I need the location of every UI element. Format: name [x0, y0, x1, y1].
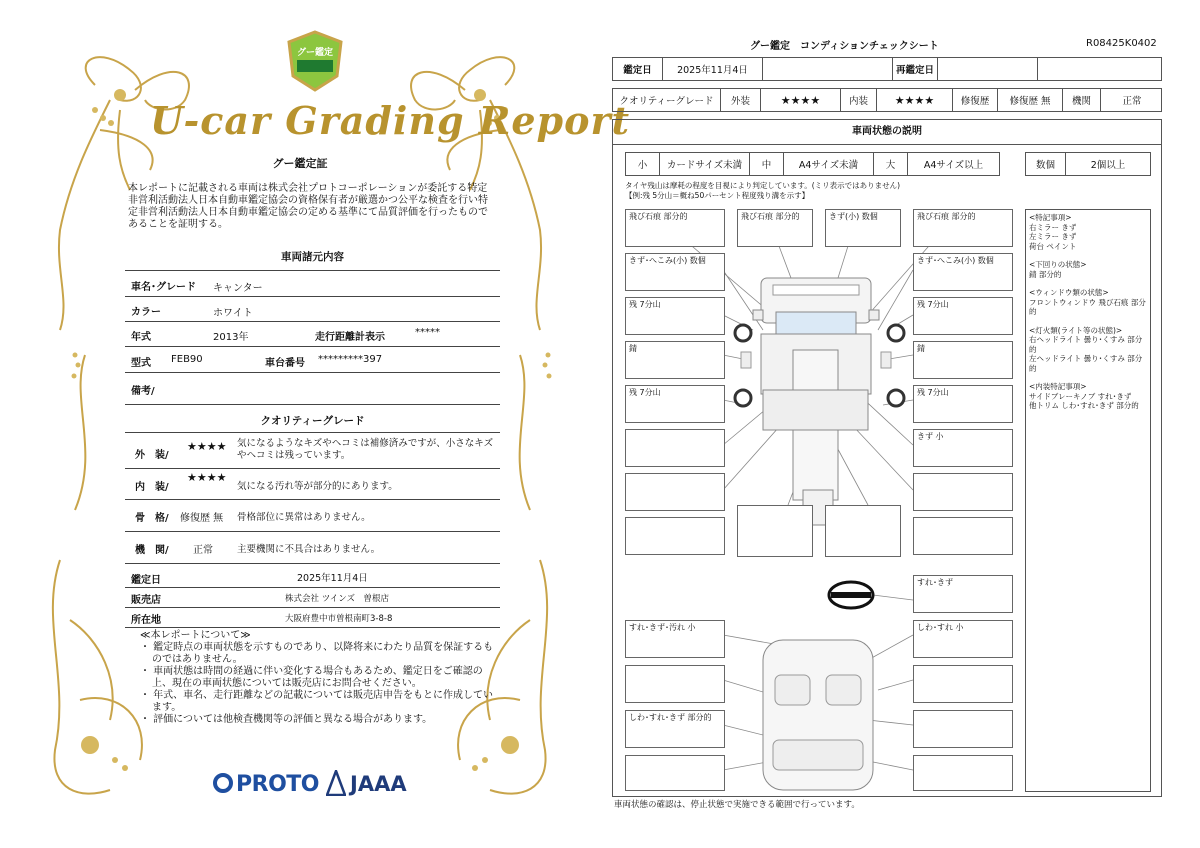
quality-text: 骨格部位に異常はありません。 — [237, 512, 371, 523]
note-line: 右ヘッドライト 曇り･くすみ 部分的 — [1029, 335, 1143, 354]
comment-box-empty — [625, 473, 725, 511]
engine-value: 正常 — [1122, 96, 1142, 107]
comment-box: 残 7分山 — [913, 385, 1013, 423]
divider — [125, 270, 500, 271]
spec-value: ***** — [415, 327, 440, 338]
quality-row-frame — [125, 500, 500, 532]
comment-box: しわ･すれ･きず 部分的 — [625, 710, 725, 748]
interior-label: 内装 — [841, 89, 877, 111]
comment-box-empty — [737, 505, 813, 557]
jaaa-logo: JAAA — [350, 772, 407, 796]
star-rating: ★★★★ — [187, 440, 227, 453]
certificate-intro: 本レポートに記載される車両は株式会社プロトコーポレーションが委託する特定非営利活動法人日本自動車鑑定協会の資格保有者が厳選かつ公平な検査を行い特定非営利活動法人日本自動車鑑定協会の定める基準にて品質評価を行ったものであることを証明する。 — [128, 183, 488, 230]
comment-box: すれ･きず — [913, 575, 1013, 613]
spec-row-name — [125, 272, 500, 297]
spec-label: 車名･グレード — [131, 282, 196, 293]
address-row — [125, 608, 500, 628]
note-heading: <内装特記事項> — [1029, 382, 1087, 391]
spec-label: 備考/ — [131, 386, 155, 397]
grade-label: クオリティーグレード — [613, 89, 721, 111]
sheet-title: グー鑑定 コンディションチェックシート — [750, 41, 939, 52]
comment-box: きず･へこみ(小) 数個 — [625, 253, 725, 291]
quality-value: 修復歴 無 — [180, 513, 224, 524]
note-heading: <灯火類(ライト等の状態)> — [1029, 325, 1123, 335]
quality-text: 主要機関に不具合はありません。 — [237, 544, 381, 555]
sheet-code: R08425K0402 — [1086, 38, 1157, 49]
comment-box: 残 7分山 — [625, 297, 725, 335]
note-heading: <ウィンドウ類の状態> — [1029, 288, 1109, 297]
note-heading: <特記事項> — [1029, 213, 1072, 222]
quality-row-exterior — [125, 434, 500, 469]
count-label: 数個 — [1026, 153, 1066, 175]
spec-value: 2013年 — [213, 332, 249, 343]
comment-box-empty — [913, 665, 1013, 703]
quality-label: 外 装/ — [135, 450, 169, 461]
spec-row-color — [125, 297, 500, 322]
note-heading: <下回りの状態> — [1029, 260, 1087, 269]
repair-value: 修復歴 無 — [998, 89, 1063, 111]
note-spacer — [1029, 317, 1147, 326]
report-notes — [140, 630, 500, 726]
comment-box: すれ･きず･汚れ 小 — [625, 620, 725, 658]
note-line: 左ミラー きず — [1029, 232, 1077, 241]
comment-box: きず 小 — [913, 429, 1013, 467]
note-spacer — [1029, 251, 1147, 260]
count-legend — [1025, 152, 1151, 176]
comment-box: 残 7分山 — [625, 385, 725, 423]
tire-note: タイヤ残山は摩耗の程度を目視により判定しています。(ミリ表示ではありません) — [625, 181, 901, 190]
size-medium: 中 — [750, 153, 784, 175]
redate-label: 再鑑定日 — [893, 58, 938, 80]
comment-box-empty — [913, 517, 1013, 555]
note-spacer — [1029, 279, 1147, 288]
spec-row-remarks — [125, 373, 500, 405]
script-title: U-car Grading Report — [150, 98, 631, 143]
size-large: 大 — [874, 153, 908, 175]
comment-box-empty — [625, 755, 725, 791]
spec-value: ホワイト — [213, 308, 253, 319]
comment-box: しわ･すれ 小 — [913, 620, 1013, 658]
comment-box: 飛び石痕 部分的 — [737, 209, 813, 247]
address-value: 大阪府豊中市曽根南町3-8-8 — [285, 614, 393, 624]
spec-label: 走行距離計表示 — [315, 332, 385, 343]
special-notes — [1025, 209, 1151, 792]
comment-box: きず(小) 数個 — [825, 209, 901, 247]
note-line: フロントウィンドウ 飛び石痕 部分的 — [1029, 297, 1146, 316]
size-legend — [625, 152, 1000, 176]
certificate-title: グー鑑定証 — [272, 157, 328, 170]
quality-row-engine — [125, 532, 500, 564]
address-label: 所在地 — [131, 615, 161, 626]
jaaa-logo-icon — [326, 770, 346, 796]
dealer-value: 株式会社 ツインズ 曽根店 — [285, 594, 390, 604]
spec-row-year — [125, 322, 500, 347]
proto-logo: PROTO — [236, 772, 319, 797]
goo-badge-icon — [285, 30, 345, 92]
quality-value: 正常 — [193, 545, 213, 556]
proto-logo-icon — [212, 772, 234, 796]
quality-title: クオリティーグレード — [260, 415, 365, 427]
quality-text: 気になる汚れ等が部分的にあります。 — [237, 481, 398, 492]
exterior-label: 外装 — [721, 89, 761, 111]
spec-value: FEB90 — [171, 354, 203, 365]
sheet-footer: 車両状態の確認は、停止状態で実施できる範囲で行っています。 — [614, 800, 860, 810]
note-line: 右ミラー きず — [1029, 222, 1077, 232]
star-rating: ★★★★ — [187, 471, 227, 484]
comment-box: 錆 — [913, 341, 1013, 379]
comment-box: 残 7分山 — [913, 297, 1013, 335]
comment-box: きず･へこみ(小) 数個 — [913, 253, 1013, 291]
date-label: 鑑定日 — [613, 58, 663, 80]
quality-label: 内 装/ — [135, 482, 169, 493]
note-item: ・ 評価については他検査機関等の評価と異なる場合があります。 — [140, 714, 433, 725]
comment-box: 飛び石痕 部分的 — [913, 209, 1013, 247]
badge-text: グー鑑定 — [296, 48, 333, 58]
date-row — [125, 567, 500, 588]
comment-box: 錆 — [625, 341, 725, 379]
specs-title: 車両諸元内容 — [281, 251, 344, 263]
repair-label: 修復歴 — [953, 89, 998, 111]
status-panel — [612, 119, 1162, 797]
date-value: 2025年11月4日 — [663, 58, 763, 80]
grade-table — [612, 88, 1162, 112]
date-label: 鑑定日 — [131, 575, 161, 586]
comment-box-empty — [625, 665, 725, 703]
size-large-desc: A4サイズ以上 — [923, 160, 984, 171]
dealer-row — [125, 588, 500, 608]
quality-text: 気になるようなキズやヘコミは補修済みですが、小さなキズやヘコミは残っています。 — [237, 438, 494, 461]
note-item: ・ 鑑定時点の車両状態を示すものであり、以降将来にわたり品質を保証するものではありません。 — [140, 642, 494, 665]
dealer-label: 販売店 — [131, 595, 161, 606]
divider — [125, 432, 500, 433]
spec-value: キャンター — [213, 283, 263, 294]
comment-box-empty — [913, 755, 1013, 791]
spec-label: 車台番号 — [265, 358, 305, 369]
quality-label: 骨 格/ — [135, 513, 169, 524]
spec-label: 年式 — [131, 332, 151, 343]
note-line: 左ヘッドライト 曇り･くすみ 部分的 — [1029, 354, 1143, 373]
note-item: ・ 年式、車名、走行距離などの記載については販売店申告をもとに作成しています。 — [140, 690, 493, 713]
engine-label: 機関 — [1063, 89, 1101, 111]
date-table — [612, 57, 1162, 81]
empty-cell — [763, 58, 893, 80]
note-line: 荷台 ペイント — [1029, 241, 1077, 251]
comment-box: 飛び石痕 部分的 — [625, 209, 725, 247]
comment-box-empty — [625, 429, 725, 467]
size-medium-desc: A4サイズ未満 — [784, 153, 874, 175]
comment-box-empty — [913, 473, 1013, 511]
condition-check-sheet — [600, 0, 1200, 848]
spec-value: *********397 — [318, 354, 383, 365]
count-value: 2個以上 — [1090, 160, 1126, 171]
comment-box-empty — [625, 517, 725, 555]
note-spacer — [1029, 373, 1147, 382]
size-small-desc: カードサイズ未満 — [660, 153, 750, 175]
notes-title: ≪本レポートについて≫ — [140, 630, 251, 641]
spec-label: 型式 — [131, 358, 151, 369]
note-item: ・ 車両状態は時間の経過に伴い変化する場合もあるため、鑑定日をご確認の上、現在の車両状態については販売店にお問合せください。 — [140, 666, 483, 689]
date-value: 2025年11月4日 — [297, 573, 368, 584]
redate-value — [938, 58, 1038, 80]
comment-box-empty — [913, 710, 1013, 748]
note-line: 錆 部分的 — [1029, 269, 1062, 279]
note-line: 他トリム しわ･すれ･きず 部分的 — [1029, 401, 1139, 410]
quality-row-interior — [125, 469, 500, 500]
spec-row-model — [125, 347, 500, 373]
tire-example: 【例:残 5分山＝概ね50パーセント程度残り溝を示す】 — [625, 191, 810, 200]
comment-box-empty — [825, 505, 901, 557]
quality-label: 機 関/ — [135, 545, 169, 556]
status-title: 車両状態の説明 — [613, 120, 1161, 145]
note-line: サイドブレーキノブ すれ･きず — [1029, 391, 1132, 401]
size-small: 小 — [626, 153, 660, 175]
interior-stars: ★★★★ — [877, 89, 953, 111]
exterior-stars: ★★★★ — [761, 89, 841, 111]
spec-label: カラー — [131, 307, 161, 318]
